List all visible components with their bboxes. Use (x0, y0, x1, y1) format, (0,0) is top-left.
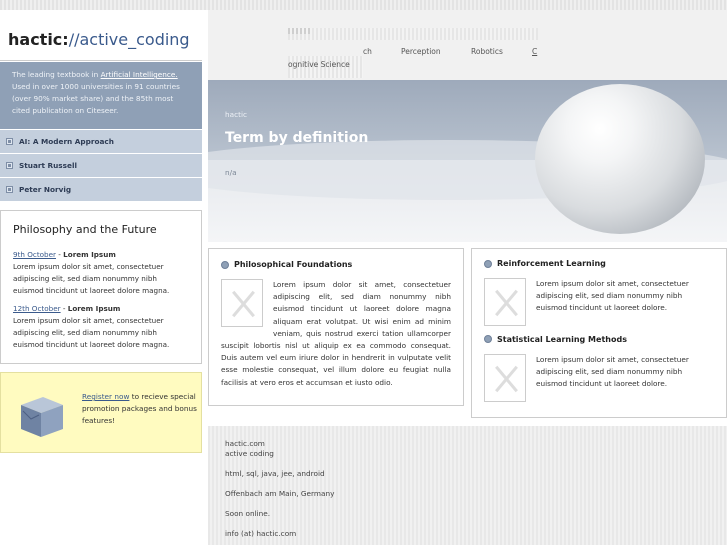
philosophy-title: Philosophy and the Future (13, 223, 157, 236)
image-placeholder-icon (221, 279, 263, 327)
nav-item-cognitive-science[interactable]: ognitive Science (288, 60, 350, 69)
logo-accent: //active_coding (68, 30, 190, 49)
hero-banner (208, 80, 727, 242)
sidebar-item-peter-norvig[interactable] (0, 178, 202, 202)
footer-contact: info (at) hactic.com (225, 529, 297, 538)
sphere-graphic (535, 84, 705, 234)
hero-title: Term by definition (225, 130, 369, 146)
promo-box (0, 372, 202, 453)
promo-text (82, 391, 197, 427)
news-text: Lorem ipsum dolor sit amet, consectetuer adipiscing elit, sed diam nonummy nibh euismod tincidunt ut laoreet dolore magna. (13, 262, 170, 295)
intro-ai-link[interactable]: Artificial Intelligence. (100, 70, 178, 79)
promo-body: to recieve special promotion packages and bonus features! (82, 392, 197, 425)
register-link[interactable]: Register now (82, 392, 130, 401)
logo-main: hactic: (8, 30, 69, 49)
sidebar-item-label: Stuart Russell (19, 161, 77, 170)
footer-tagline: active coding (225, 449, 274, 458)
square-bullet-icon (6, 162, 13, 169)
nav-item-robotics[interactable]: Robotics (471, 47, 503, 56)
sidebar-links (0, 130, 202, 202)
news-date-link[interactable]: 12th October (13, 304, 61, 313)
content-box-learning (471, 248, 727, 418)
content-box-philosophical (208, 248, 464, 406)
section-title: Statistical Learning Methods (497, 334, 627, 344)
news-title: Lorem Ipsum (67, 304, 121, 313)
section-heading (484, 259, 714, 268)
news-item (13, 249, 189, 297)
square-bullet-icon (6, 186, 13, 193)
nav-tab-strip (288, 28, 538, 40)
circle-bullet-icon (484, 335, 492, 343)
intro-box (0, 62, 202, 129)
sidebar-item-label: AI: A Modern Approach (19, 137, 114, 146)
nav-item-ch[interactable]: ch (363, 47, 372, 56)
image-placeholder-icon (484, 354, 526, 402)
section-heading (484, 335, 714, 344)
sidebar-item-aima[interactable] (0, 130, 202, 154)
section-heading (221, 260, 451, 269)
news-date-link[interactable]: 9th October (13, 250, 56, 259)
nav-item-perception[interactable]: Perception (401, 47, 441, 56)
circle-bullet-icon (484, 260, 492, 268)
news-item (13, 303, 189, 351)
nav-dots-decoration (288, 28, 312, 34)
logo-divider (0, 60, 202, 61)
footer-location: Offenbach am Main, Germany (225, 489, 335, 498)
footer-status: Soon online. (225, 509, 271, 518)
image-placeholder-icon (484, 278, 526, 326)
circle-bullet-icon (221, 261, 229, 269)
news-sep: - (56, 250, 64, 259)
section-title: Philosophical Foundations (234, 260, 353, 269)
hero-small-label: hactic (225, 110, 248, 119)
news-title: Lorem Ipsum (63, 250, 116, 259)
sidebar-item-stuart-russell[interactable] (0, 154, 202, 178)
section-text: Lorem ipsum dolor sit amet, consectetuer adipiscing elit, sed diam nonummy nibh euismod tincidunt ut laoreet dolore. (536, 279, 689, 313)
footer-tech: html, sql, java, jee, android (225, 469, 325, 478)
top-stripe (0, 0, 727, 10)
square-bullet-icon (6, 138, 13, 145)
site-logo[interactable] (8, 30, 190, 49)
philosophy-box (0, 210, 202, 364)
footer (208, 426, 727, 545)
hero-subtitle: n/a (225, 168, 237, 177)
sidebar-item-label: Peter Norvig (19, 185, 72, 194)
news-text: Lorem ipsum dolor sit amet, consectetuer adipiscing elit, sed diam nonummy nibh euismod tincidunt ut laoreet dolore magna. (13, 316, 170, 349)
intro-pre: The leading textbook in (12, 70, 101, 79)
news-sep: - (60, 304, 68, 313)
package-box-icon (15, 389, 67, 441)
section-text: Lorem ipsum dolor sit amet, consectetuer adipiscing elit, sed diam nonummy nibh euismod tincidunt ut laoreet dolore magna aliquam erat volutpat. Ut wisi enim ad minim veniam, quis nostrud exerci tation ullamcorper suscipit lobortis nisl ut aliquip ex ea commodo consequat. Duis autem vel eum iriure dolor in hendrerit in vulputate velit esse molestie consequat, vel illum dolore eu feugiat nulla facilisis at vero eros et accumsan et iusto odio. (221, 280, 451, 387)
section-title: Reinforcement Learning (497, 259, 606, 268)
nav-item-c[interactable]: C (532, 47, 538, 56)
section-text: Lorem ipsum dolor sit amet, consectetuer adipiscing elit, sed diam nonummy nibh euismod tincidunt ut laoreet dolore. (536, 354, 689, 389)
intro-post: Used in over 1000 universities in 91 countries (over 90% market share) and the 85th most cited publication on Citeseer. (12, 82, 180, 115)
footer-site: hactic.com (225, 439, 265, 448)
header-background (208, 10, 727, 80)
